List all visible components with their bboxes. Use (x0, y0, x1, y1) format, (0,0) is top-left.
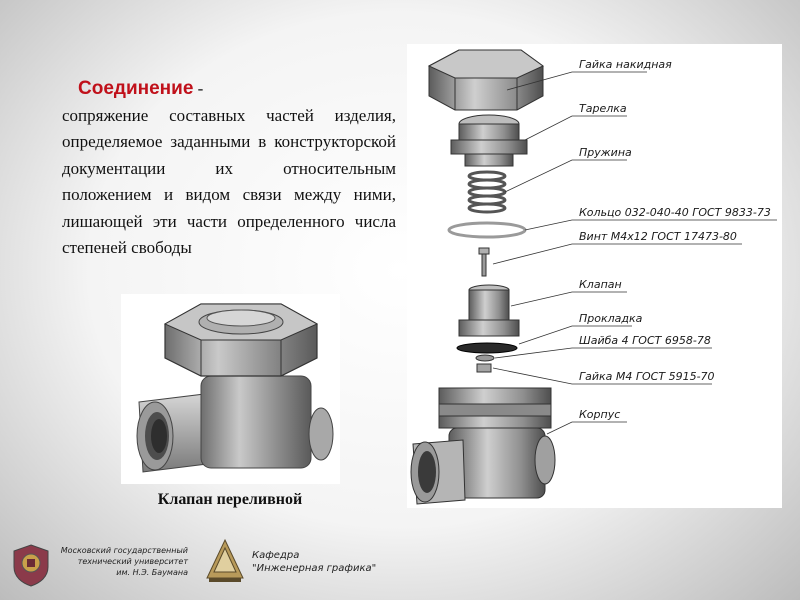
callout-gasket: Прокладка (579, 312, 643, 325)
university-name (58, 545, 188, 578)
part-m4-nut (477, 364, 491, 372)
photo-caption: Клапан переливной (157, 491, 303, 508)
callout-o-ring: Кольцо 032-040-40 ГОСТ 9833-73 (579, 206, 771, 219)
callout-body: Корпус (579, 408, 621, 421)
part-washer (476, 355, 494, 361)
university-line: Московский государственный (60, 546, 188, 555)
department-line: "Инженерная графика" (252, 563, 377, 574)
part-screw (479, 248, 489, 276)
definition-heading (62, 76, 396, 103)
exploded-view (407, 44, 782, 508)
university-line: им. Н.Э. Баумана (116, 568, 188, 577)
part-union-nut (429, 50, 543, 110)
valve-photo (121, 294, 340, 484)
callout-union-nut: Гайка накидная (579, 58, 672, 71)
definition-dash: - (193, 79, 204, 98)
part-body (411, 388, 555, 504)
callout-valve: Клапан (579, 278, 622, 291)
definition-term: Соединение (78, 78, 194, 99)
university-emblem-icon (12, 543, 50, 587)
callout-screw: Винт М4х12 ГОСТ 17473-80 (579, 230, 737, 243)
department-line: Кафедра (252, 550, 300, 561)
definition-text: сопряжение составных частей изделия, определяемое заданными в конструкторской документации их относительным положением и видом связи между ними, лишающей эти части определенного числа степеней свободы (62, 105, 396, 257)
callout-washer: Шайба 4 ГОСТ 6958-78 (579, 334, 711, 347)
university-line: технический университет (77, 557, 188, 566)
part-o-ring (449, 223, 525, 237)
part-plate (451, 115, 527, 166)
part-spring (469, 172, 505, 212)
definition-paragraph (62, 76, 396, 262)
callout-spring: Пружина (579, 146, 632, 159)
part-gasket (457, 343, 517, 353)
valve-assembly-illustration (121, 294, 340, 484)
department-name (252, 549, 376, 575)
callout-m4-nut: Гайка М4 ГОСТ 5915-70 (579, 370, 715, 383)
callout-plate: Тарелка (579, 102, 627, 115)
department-logo-icon (205, 538, 245, 584)
part-valve (459, 285, 519, 336)
